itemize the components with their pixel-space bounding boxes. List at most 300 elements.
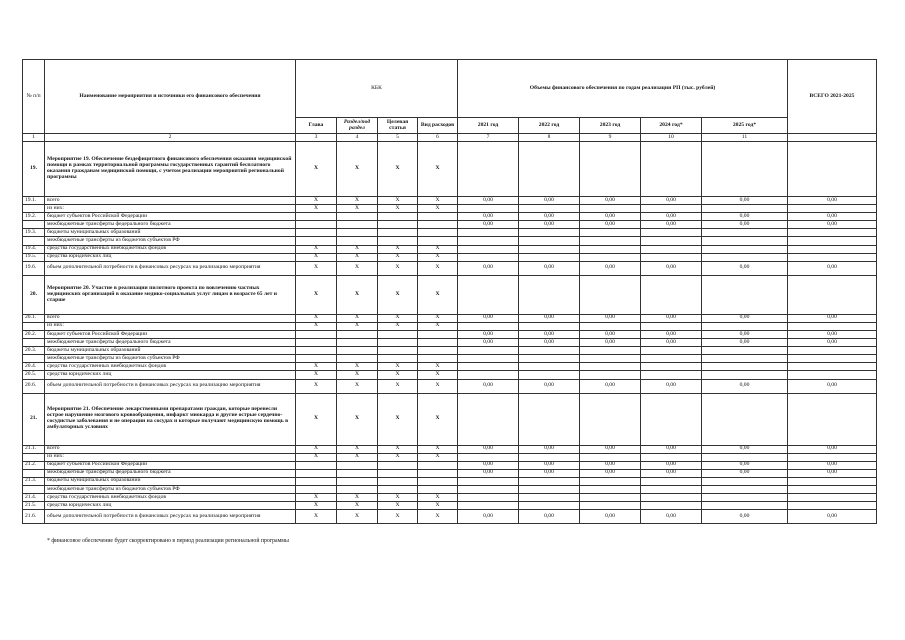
row-number bbox=[23, 355, 45, 363]
table-row bbox=[23, 393, 877, 445]
value-cell bbox=[519, 453, 580, 461]
value-cell bbox=[702, 371, 788, 379]
table-row bbox=[23, 275, 877, 314]
value-cell bbox=[580, 142, 641, 197]
value-cell bbox=[458, 502, 519, 510]
table-row bbox=[23, 245, 877, 253]
row-number: 21.4. bbox=[23, 494, 45, 502]
value-cell bbox=[788, 229, 877, 237]
row-name: из них: bbox=[45, 322, 296, 330]
value-cell: 0,00 bbox=[788, 461, 877, 469]
kbk-cell: X bbox=[378, 197, 418, 205]
value-cell bbox=[641, 205, 702, 213]
kbk-cell bbox=[418, 221, 458, 229]
value-cell bbox=[702, 229, 788, 237]
value-cell: 0,00 bbox=[519, 261, 580, 275]
row-number bbox=[23, 322, 45, 330]
value-cell: 0,00 bbox=[788, 445, 877, 453]
row-name: средства юридических лиц bbox=[45, 371, 296, 379]
kbk-cell bbox=[296, 237, 337, 245]
index-cell: 2 bbox=[45, 134, 296, 142]
kbk-cell: X bbox=[378, 379, 418, 393]
kbk-cell bbox=[337, 339, 378, 347]
value-cell: 0,00 bbox=[580, 379, 641, 393]
table-row bbox=[23, 221, 877, 229]
kbk-cell bbox=[418, 347, 458, 355]
kbk-cell: X bbox=[337, 453, 378, 461]
kbk-cell bbox=[378, 339, 418, 347]
index-cell: 1 bbox=[23, 134, 45, 142]
kbk-cell bbox=[337, 355, 378, 363]
row-number: 21.5. bbox=[23, 502, 45, 510]
value-cell: 0,00 bbox=[580, 469, 641, 477]
kbk-cell: X bbox=[296, 379, 337, 393]
value-cell bbox=[788, 253, 877, 261]
value-cell bbox=[580, 363, 641, 371]
row-name: межбюджетные трансферты из бюджетов субъектов РФ bbox=[45, 485, 296, 493]
value-cell bbox=[641, 393, 702, 445]
row-number: 19.1. bbox=[23, 197, 45, 205]
header-2024: 2024 год* bbox=[641, 118, 702, 134]
value-cell bbox=[702, 322, 788, 330]
value-cell: 0,00 bbox=[788, 510, 877, 524]
value-cell bbox=[702, 205, 788, 213]
value-cell: 0,00 bbox=[519, 339, 580, 347]
kbk-cell: X bbox=[337, 510, 378, 524]
table-row bbox=[23, 363, 877, 371]
value-cell: 0,00 bbox=[580, 261, 641, 275]
value-cell: 0,00 bbox=[458, 510, 519, 524]
row-number: 19.2. bbox=[23, 213, 45, 221]
value-cell: 0,00 bbox=[641, 213, 702, 221]
value-cell bbox=[788, 371, 877, 379]
value-cell: 0,00 bbox=[788, 261, 877, 275]
kbk-cell bbox=[337, 485, 378, 493]
kbk-cell bbox=[296, 485, 337, 493]
value-cell bbox=[702, 477, 788, 485]
header-2023: 2023 год bbox=[580, 118, 641, 134]
kbk-cell: X bbox=[378, 510, 418, 524]
value-cell bbox=[641, 494, 702, 502]
kbk-cell: X bbox=[296, 363, 337, 371]
row-name: бюджет субъектов Российской Федерации bbox=[45, 330, 296, 338]
row-number: 20.3. bbox=[23, 347, 45, 355]
row-number: 19.5. bbox=[23, 253, 45, 261]
value-cell bbox=[580, 371, 641, 379]
row-number: 20. bbox=[23, 275, 45, 314]
value-cell: 0,00 bbox=[641, 314, 702, 322]
row-number bbox=[23, 221, 45, 229]
value-cell bbox=[458, 347, 519, 355]
kbk-cell: X bbox=[337, 261, 378, 275]
kbk-cell: X bbox=[418, 494, 458, 502]
value-cell bbox=[788, 347, 877, 355]
value-cell bbox=[702, 485, 788, 493]
value-cell bbox=[458, 393, 519, 445]
row-number: 19.4. bbox=[23, 245, 45, 253]
kbk-cell bbox=[337, 461, 378, 469]
value-cell bbox=[458, 371, 519, 379]
index-cell: 9 bbox=[580, 134, 641, 142]
row-name: средства юридических лиц bbox=[45, 253, 296, 261]
row-number: 20.5. bbox=[23, 371, 45, 379]
value-cell bbox=[519, 477, 580, 485]
value-cell: 0,00 bbox=[702, 379, 788, 393]
header-total: ВСЕГО 2021-2025 bbox=[788, 60, 877, 134]
value-cell: 0,00 bbox=[788, 469, 877, 477]
kbk-cell bbox=[337, 469, 378, 477]
row-number: 20.2. bbox=[23, 330, 45, 338]
row-name: Мероприятие 19. Обеспечение бездефицитного финансового обеспечения оказания медицинской помощи в рамках территориальной программы государственных гарантий бесплатного оказания гражданам медицинской помощи, с учетом реализации мероприятий региональной программы bbox=[45, 142, 296, 197]
value-cell: 0,00 bbox=[641, 221, 702, 229]
value-cell: 0,00 bbox=[702, 461, 788, 469]
value-cell: 0,00 bbox=[458, 213, 519, 221]
header-kbk: КБК bbox=[296, 60, 458, 118]
value-cell: 0,00 bbox=[702, 469, 788, 477]
header-glava: Глава bbox=[296, 118, 337, 134]
table-row bbox=[23, 253, 877, 261]
kbk-cell: X bbox=[337, 322, 378, 330]
kbk-cell bbox=[378, 477, 418, 485]
kbk-cell bbox=[418, 469, 458, 477]
value-cell bbox=[702, 275, 788, 314]
value-cell bbox=[788, 355, 877, 363]
value-cell: 0,00 bbox=[458, 461, 519, 469]
value-cell bbox=[519, 502, 580, 510]
row-name: межбюджетные трансферты федерального бюджета bbox=[45, 221, 296, 229]
row-number: 21.2. bbox=[23, 461, 45, 469]
value-cell bbox=[641, 453, 702, 461]
kbk-cell: X bbox=[418, 197, 458, 205]
value-cell bbox=[580, 253, 641, 261]
value-cell bbox=[788, 393, 877, 445]
value-cell: 0,00 bbox=[702, 445, 788, 453]
kbk-cell: X bbox=[418, 393, 458, 445]
value-cell: 0,00 bbox=[519, 445, 580, 453]
value-cell: 0,00 bbox=[641, 261, 702, 275]
kbk-cell: X bbox=[337, 363, 378, 371]
row-name: средства государственных внебюджетных фондов bbox=[45, 363, 296, 371]
value-cell: 0,00 bbox=[519, 314, 580, 322]
value-cell: 0,00 bbox=[458, 314, 519, 322]
value-cell bbox=[641, 253, 702, 261]
row-name: бюджеты муниципальных образований bbox=[45, 477, 296, 485]
kbk-cell: X bbox=[378, 322, 418, 330]
kbk-cell: X bbox=[337, 205, 378, 213]
value-cell: 0,00 bbox=[788, 221, 877, 229]
value-cell: 0,00 bbox=[519, 221, 580, 229]
value-cell: 0,00 bbox=[641, 510, 702, 524]
kbk-cell: X bbox=[337, 379, 378, 393]
value-cell: 0,00 bbox=[580, 197, 641, 205]
value-cell bbox=[458, 275, 519, 314]
kbk-cell bbox=[378, 355, 418, 363]
row-name: всего bbox=[45, 197, 296, 205]
value-cell: 0,00 bbox=[641, 339, 702, 347]
kbk-cell: X bbox=[378, 245, 418, 253]
table-row bbox=[23, 213, 877, 221]
table-row bbox=[23, 330, 877, 338]
kbk-cell: X bbox=[418, 314, 458, 322]
index-cell: 10 bbox=[641, 134, 702, 142]
value-cell bbox=[580, 205, 641, 213]
value-cell: 0,00 bbox=[702, 339, 788, 347]
kbk-cell: X bbox=[418, 371, 458, 379]
value-cell: 0,00 bbox=[519, 469, 580, 477]
table-row bbox=[23, 142, 877, 197]
kbk-cell bbox=[418, 355, 458, 363]
table-row bbox=[23, 379, 877, 393]
row-name: всего bbox=[45, 314, 296, 322]
value-cell: 0,00 bbox=[641, 379, 702, 393]
kbk-cell: X bbox=[337, 494, 378, 502]
row-number: 21.3. bbox=[23, 477, 45, 485]
kbk-cell bbox=[296, 461, 337, 469]
row-number bbox=[23, 205, 45, 213]
table-row bbox=[23, 355, 877, 363]
row-number: 20.4. bbox=[23, 363, 45, 371]
kbk-cell bbox=[378, 229, 418, 237]
kbk-cell bbox=[337, 347, 378, 355]
kbk-cell: X bbox=[296, 393, 337, 445]
table-row bbox=[23, 502, 877, 510]
value-cell: 0,00 bbox=[580, 445, 641, 453]
header-name: Наименование мероприятия и источники его финансового обеспечения bbox=[45, 60, 296, 134]
value-cell bbox=[519, 253, 580, 261]
value-cell bbox=[519, 322, 580, 330]
row-name: межбюджетные трансферты федерального бюджета bbox=[45, 469, 296, 477]
kbk-cell: X bbox=[418, 453, 458, 461]
value-cell bbox=[641, 477, 702, 485]
value-cell bbox=[788, 477, 877, 485]
value-cell bbox=[519, 275, 580, 314]
value-cell bbox=[519, 142, 580, 197]
kbk-cell: X bbox=[296, 314, 337, 322]
index-cell: 4 bbox=[337, 134, 378, 142]
kbk-cell: X bbox=[296, 453, 337, 461]
index-cell: 6 bbox=[418, 134, 458, 142]
value-cell bbox=[458, 363, 519, 371]
value-cell bbox=[788, 142, 877, 197]
kbk-cell: X bbox=[418, 142, 458, 197]
value-cell: 0,00 bbox=[702, 314, 788, 322]
value-cell bbox=[641, 237, 702, 245]
row-name: Мероприятие 21. Обеспечение лекарственными препаратами граждан, которые перенесли острое нарушение мозгового кровообращения, инфаркт миокарда и другие острые сердечно-сосудистые заболевания и не операции на сосудах и которые получают медицинскую помощь в амбулаторных условиях bbox=[45, 393, 296, 445]
kbk-cell bbox=[418, 461, 458, 469]
value-cell bbox=[519, 393, 580, 445]
index-cell: 5 bbox=[378, 134, 418, 142]
row-name: бюджеты муниципальных образований bbox=[45, 229, 296, 237]
value-cell bbox=[458, 253, 519, 261]
table-row bbox=[23, 510, 877, 524]
value-cell bbox=[788, 453, 877, 461]
value-cell: 0,00 bbox=[458, 379, 519, 393]
value-cell: 0,00 bbox=[458, 330, 519, 338]
value-cell: 0,00 bbox=[458, 197, 519, 205]
header-2025: 2025 год* bbox=[702, 118, 788, 134]
value-cell: 0,00 bbox=[641, 445, 702, 453]
value-cell bbox=[702, 253, 788, 261]
table-row bbox=[23, 453, 877, 461]
value-cell bbox=[580, 485, 641, 493]
kbk-cell bbox=[296, 355, 337, 363]
kbk-cell: X bbox=[378, 205, 418, 213]
kbk-cell bbox=[378, 330, 418, 338]
kbk-cell bbox=[418, 339, 458, 347]
kbk-cell: X bbox=[378, 371, 418, 379]
kbk-cell: X bbox=[337, 245, 378, 253]
value-cell: 0,00 bbox=[580, 213, 641, 221]
kbk-cell bbox=[337, 213, 378, 221]
row-number: 21. bbox=[23, 393, 45, 445]
row-name: объем дополнительной потребности в финансовых ресурсах на реализацию мероприятия bbox=[45, 379, 296, 393]
kbk-cell bbox=[296, 477, 337, 485]
row-number: 19. bbox=[23, 142, 45, 197]
value-cell: 0,00 bbox=[458, 261, 519, 275]
value-cell bbox=[788, 494, 877, 502]
kbk-cell: X bbox=[296, 142, 337, 197]
value-cell bbox=[788, 363, 877, 371]
kbk-cell: X bbox=[296, 510, 337, 524]
header-2021: 2021 год bbox=[458, 118, 519, 134]
kbk-cell: X bbox=[296, 205, 337, 213]
value-cell: 0,00 bbox=[788, 213, 877, 221]
table-row bbox=[23, 494, 877, 502]
value-cell: 0,00 bbox=[702, 510, 788, 524]
kbk-cell: X bbox=[378, 453, 418, 461]
row-name: межбюджетные трансферты из бюджетов субъектов РФ bbox=[45, 237, 296, 245]
value-cell bbox=[458, 322, 519, 330]
value-cell: 0,00 bbox=[580, 330, 641, 338]
value-cell: 0,00 bbox=[580, 221, 641, 229]
row-name: из них: bbox=[45, 205, 296, 213]
value-cell bbox=[580, 494, 641, 502]
kbk-cell: X bbox=[418, 253, 458, 261]
kbk-cell: X bbox=[337, 197, 378, 205]
value-cell bbox=[580, 477, 641, 485]
value-cell bbox=[641, 355, 702, 363]
row-name: объем дополнительной потребности в финансовых ресурсах на реализацию мероприятия bbox=[45, 510, 296, 524]
header-target: Целевая статья bbox=[378, 118, 418, 134]
value-cell bbox=[702, 453, 788, 461]
value-cell bbox=[519, 347, 580, 355]
value-cell bbox=[458, 453, 519, 461]
value-cell bbox=[580, 322, 641, 330]
value-cell bbox=[519, 485, 580, 493]
row-number: 21.1. bbox=[23, 445, 45, 453]
value-cell: 0,00 bbox=[788, 330, 877, 338]
value-cell bbox=[580, 355, 641, 363]
value-cell bbox=[519, 205, 580, 213]
kbk-cell: X bbox=[418, 275, 458, 314]
value-cell bbox=[788, 322, 877, 330]
value-cell bbox=[580, 347, 641, 355]
value-cell: 0,00 bbox=[458, 469, 519, 477]
value-cell: 0,00 bbox=[788, 379, 877, 393]
value-cell: 0,00 bbox=[580, 510, 641, 524]
value-cell: 0,00 bbox=[519, 197, 580, 205]
table-row bbox=[23, 237, 877, 245]
value-cell bbox=[641, 347, 702, 355]
row-number: 19.6. bbox=[23, 261, 45, 275]
value-cell bbox=[702, 502, 788, 510]
kbk-cell: X bbox=[378, 494, 418, 502]
kbk-cell: X bbox=[378, 275, 418, 314]
table-row bbox=[23, 477, 877, 485]
value-cell bbox=[702, 245, 788, 253]
header-volumes: Объемы финансового обеспечения по годам реализации РП (тыс. рублей) bbox=[458, 60, 788, 118]
kbk-cell bbox=[337, 477, 378, 485]
row-name: всего bbox=[45, 445, 296, 453]
kbk-cell: X bbox=[378, 502, 418, 510]
value-cell bbox=[641, 142, 702, 197]
row-name: средства государственных внебюджетных фондов bbox=[45, 245, 296, 253]
value-cell: 0,00 bbox=[519, 213, 580, 221]
kbk-cell bbox=[378, 213, 418, 221]
kbk-cell bbox=[378, 461, 418, 469]
table-row bbox=[23, 339, 877, 347]
index-row bbox=[23, 134, 877, 142]
value-cell bbox=[580, 229, 641, 237]
table-row bbox=[23, 314, 877, 322]
kbk-cell: X bbox=[296, 502, 337, 510]
kbk-cell: X bbox=[418, 245, 458, 253]
kbk-cell bbox=[296, 339, 337, 347]
kbk-cell: X bbox=[296, 494, 337, 502]
value-cell bbox=[641, 229, 702, 237]
kbk-cell: X bbox=[418, 261, 458, 275]
table-row bbox=[23, 322, 877, 330]
value-cell: 0,00 bbox=[641, 461, 702, 469]
row-number bbox=[23, 237, 45, 245]
value-cell bbox=[580, 502, 641, 510]
value-cell: 0,00 bbox=[580, 339, 641, 347]
table-row bbox=[23, 261, 877, 275]
value-cell bbox=[580, 453, 641, 461]
kbk-cell bbox=[337, 237, 378, 245]
value-cell bbox=[519, 371, 580, 379]
value-cell bbox=[580, 245, 641, 253]
table-row bbox=[23, 205, 877, 213]
header-razdel: Раздел/под раздел bbox=[337, 118, 378, 134]
table-row bbox=[23, 461, 877, 469]
kbk-cell bbox=[418, 330, 458, 338]
kbk-cell: X bbox=[378, 363, 418, 371]
value-cell bbox=[788, 485, 877, 493]
value-cell bbox=[519, 229, 580, 237]
kbk-cell: X bbox=[418, 363, 458, 371]
table-row bbox=[23, 445, 877, 453]
kbk-cell bbox=[337, 221, 378, 229]
value-cell bbox=[788, 245, 877, 253]
row-name: межбюджетные трансферты из бюджетов субъектов РФ bbox=[45, 355, 296, 363]
kbk-cell: X bbox=[378, 253, 418, 261]
value-cell: 0,00 bbox=[458, 339, 519, 347]
table-row bbox=[23, 347, 877, 355]
kbk-cell: X bbox=[337, 314, 378, 322]
value-cell bbox=[641, 245, 702, 253]
kbk-cell bbox=[418, 485, 458, 493]
row-number bbox=[23, 469, 45, 477]
index-cell: 3 bbox=[296, 134, 337, 142]
value-cell bbox=[702, 142, 788, 197]
value-cell: 0,00 bbox=[458, 221, 519, 229]
table-row bbox=[23, 485, 877, 493]
value-cell: 0,00 bbox=[702, 213, 788, 221]
table-row bbox=[23, 469, 877, 477]
kbk-cell bbox=[296, 221, 337, 229]
value-cell bbox=[519, 237, 580, 245]
